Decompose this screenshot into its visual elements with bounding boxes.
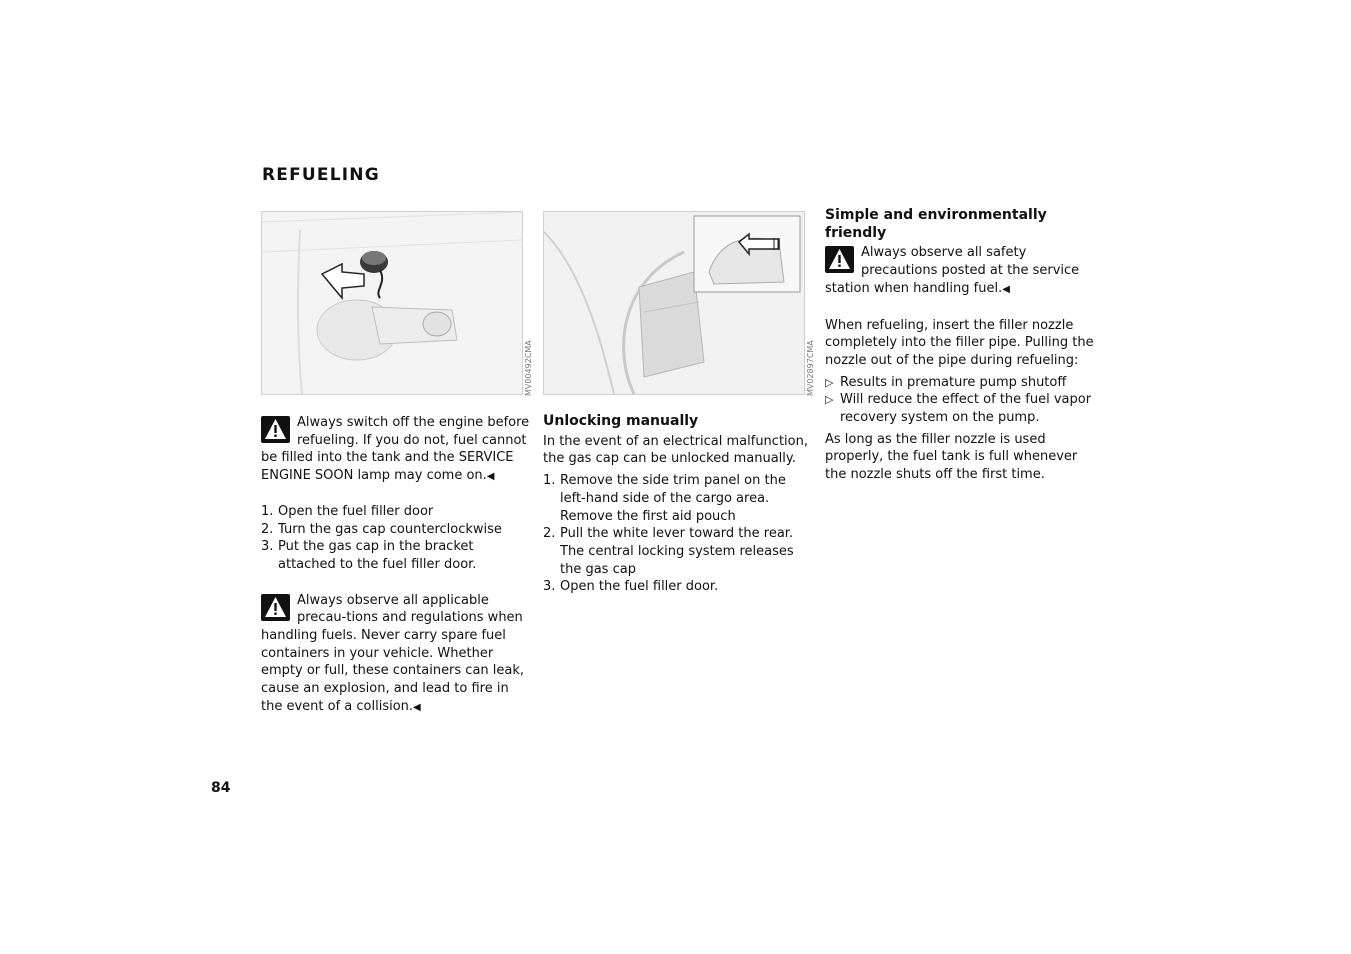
list-item	[543, 472, 808, 525]
refueling-paragraph: When refueling, insert the filler nozzle completely into the filler pipe. Pulling the nozzle out of the pipe during refueling:	[825, 317, 1094, 368]
step-text: Pull the white lever toward the rear.	[560, 526, 794, 542]
environment-heading: Simple and environmentally friendly	[825, 207, 1047, 241]
warning-safety-precautions	[825, 244, 1100, 298]
warning-engine-off	[261, 414, 533, 486]
warning-fuel-handling	[261, 592, 533, 717]
right-column	[825, 207, 1100, 484]
end-mark-icon: ◀	[486, 471, 495, 483]
bullet-triangle-icon: ▷	[825, 393, 834, 407]
figure1-code: MV00492CMA	[524, 340, 533, 396]
figure-fuel-filler-door	[261, 211, 523, 395]
list-item	[261, 521, 533, 539]
step-text: Put the gas cap in the bracket attached to the fuel filler door.	[278, 539, 477, 572]
step-number: 2.	[261, 521, 274, 537]
step-subtext: Remove the first aid pouch	[560, 508, 736, 524]
unlocking-heading: Unlocking manually	[543, 413, 699, 429]
step-text: Open the fuel filler door.	[560, 579, 719, 595]
page-number: 84	[211, 780, 231, 796]
unlocking-intro: In the event of an electrical malfunction, the gas cap can be unlocked manually.	[543, 433, 808, 467]
section-title: REFUELING	[262, 165, 380, 185]
bullet-text: Will reduce the effect of the fuel vapor recovery system on the pump.	[840, 392, 1092, 426]
list-item	[261, 538, 533, 573]
bullet-triangle-icon: ▷	[825, 375, 834, 389]
cargo-area-illustration	[544, 212, 804, 394]
warning2-text: Always observe all applicable precau-tions and regulations when handling fuels. Never carry spare fuel containers in your vehicle. Whether empty or full, these containers can leak, cause an explosion, and lead to fire in the event of a collision.	[261, 592, 525, 714]
unlock-steps	[543, 472, 808, 596]
list-item	[825, 374, 1100, 392]
warning-triangle-icon	[261, 416, 290, 443]
step-subtext: The central locking system releases the gas cap	[560, 543, 794, 577]
step-number: 3.	[261, 539, 274, 555]
step-text: Open the fuel filler door	[278, 503, 434, 519]
refueling-bullets	[825, 374, 1100, 427]
fuel-filler-illustration	[262, 212, 522, 394]
step-text: Turn the gas cap counterclockwise	[278, 521, 502, 537]
step-number: 1.	[543, 473, 556, 489]
step-number: 1.	[261, 503, 274, 519]
warning-triangle-icon	[825, 246, 854, 273]
figure2-code: MV02897CMA	[806, 340, 815, 396]
nozzle-paragraph: As long as the filler nozzle is used properly, the fuel tank is full whenever the nozzle shuts off the first time.	[825, 431, 1078, 483]
step-text: Remove the side trim panel on the left-hand side of the cargo area.	[560, 473, 786, 506]
refuel-steps	[261, 503, 533, 574]
right-warning-text: Always observe all safety precautions posted at the service station when handling fuel.	[825, 245, 1080, 296]
end-mark-icon: ◀	[1002, 283, 1010, 295]
bullet-text: Results in premature pump shutoff	[840, 374, 1067, 390]
end-mark-icon: ◀	[413, 701, 421, 713]
left-column	[261, 414, 533, 717]
list-item	[543, 525, 808, 578]
list-item	[261, 503, 533, 521]
middle-column	[543, 413, 808, 596]
figure-cargo-area	[543, 211, 805, 395]
list-item	[543, 578, 808, 596]
warning-triangle-icon	[261, 594, 290, 621]
list-item	[825, 391, 1100, 426]
step-number: 2.	[543, 526, 556, 542]
warning1-text: Always switch off the engine before refueling. If you do not, fuel cannot be filled into the tank and the SERVICE ENGINE SOON lamp may come on.	[261, 415, 530, 484]
step-number: 3.	[543, 579, 556, 595]
